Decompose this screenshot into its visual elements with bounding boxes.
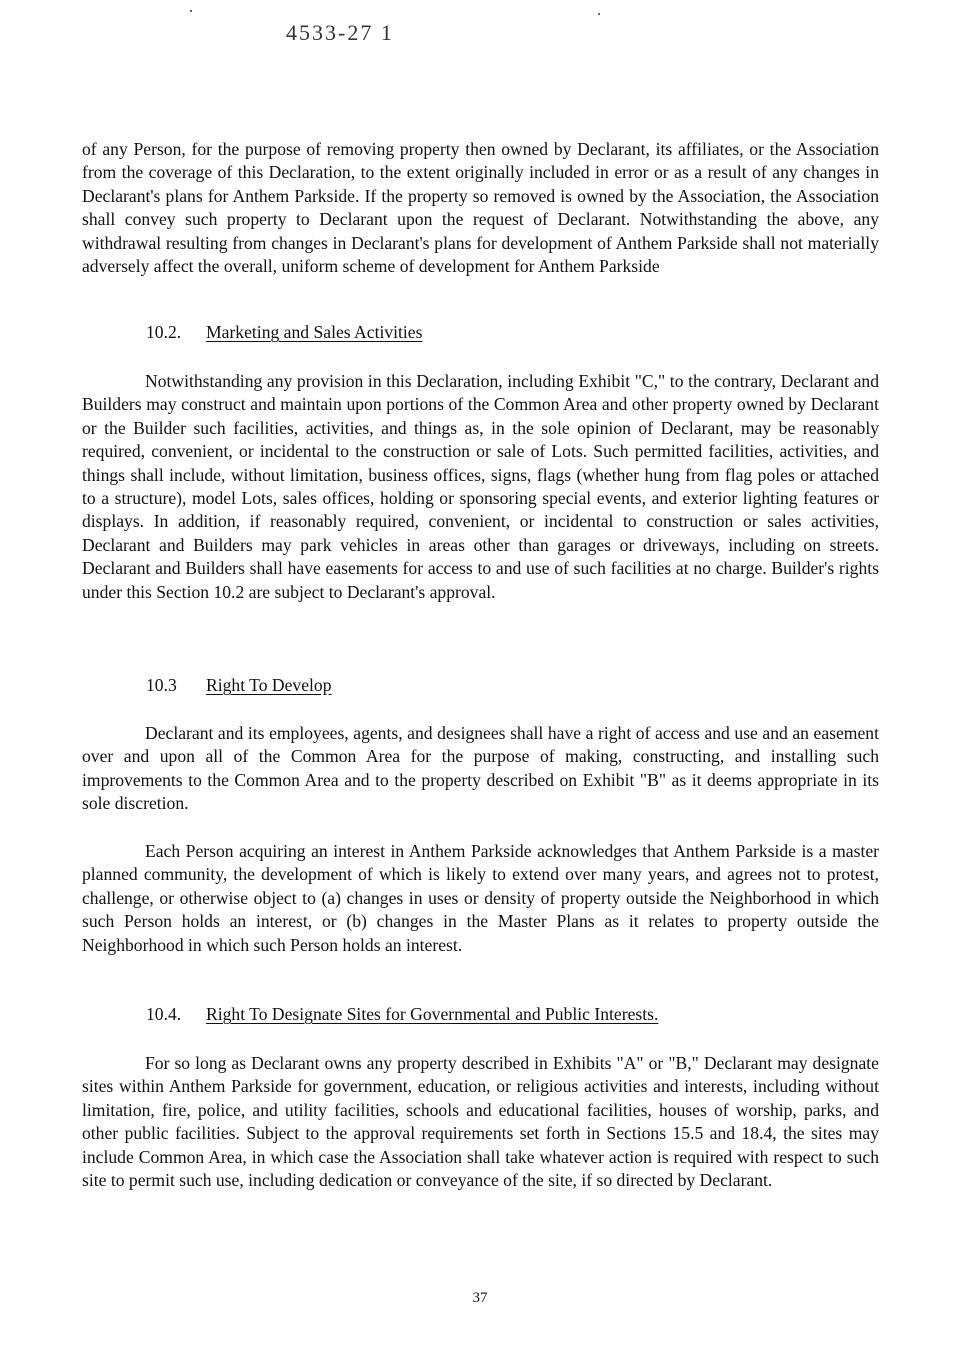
scan-speck <box>598 13 600 15</box>
section-number: 10.4. <box>146 1004 182 1024</box>
section-title: Marketing and Sales Activities <box>206 322 423 342</box>
page-number: 37 <box>472 1290 488 1306</box>
scan-speck <box>190 10 192 12</box>
section-number: 10.3 <box>146 675 177 695</box>
document-stamp: 4533-27 1 <box>286 20 394 45</box>
section-heading-10-4 <box>146 1003 658 1026</box>
section-number: 10.2. <box>146 322 182 342</box>
paragraph-acknowledgment: Each Person acquiring an interest in Anthem Parkside acknowledges that Anthem Parkside is a master planned community, the development of which is likely to extend over many years, and agrees not to protest, challenge, or otherwise object to (a) changes in uses or density of property outside the Neighborhood in which such Person holds an interest, or (b) changes in the Master Plans as it relates to property outside the Neighborhood in which such Person holds an interest. <box>82 841 879 955</box>
section-heading-10-2 <box>146 321 422 344</box>
paragraph-designate-sites: For so long as Declarant owns any property described in Exhibits "A" or "B," Declarant may designate sites within Anthem Parkside for government, education, or religious activities and interests, including without limitation, fire, police, and utility facilities, schools and educational facilities, houses of worship, parks, and other public facilities. Subject to the approval requirements set forth in Sections 15.5 and 18.4, the sites may include Common Area, in which case the Association shall take whatever action is required with respect to such site to permit such use, including dedication or conveyance of the site, if so directed by Declarant. <box>82 1053 879 1191</box>
section-title: Right To Designate Sites for Governmental and Public Interests. <box>206 1004 659 1024</box>
section-heading-10-3 <box>146 674 332 697</box>
paragraph-right-to-develop: Declarant and its employees, agents, and designees shall have a right of access and use and an easement over and upon all of the Common Area for the purpose of making, constructing, and installing such improvements to the Common Area and to the property described on Exhibit "B" as it deems appropriate in its sole discretion. <box>82 723 879 814</box>
paragraph-continuation: of any Person, for the purpose of removing property then owned by Declarant, its affiliates, or the Association from the coverage of this Declaration, to the extent originally included in error or as a result of any changes in Declarant's plans for Anthem Parkside. If the property so removed is owned by the Association, the Association shall convey such property to Declarant upon the request of Declarant. Notwithstanding the above, any withdrawal resulting from changes in Declarant's plans for development of Anthem Parkside shall not materially adversely affect the overall, uniform scheme of development for Anthem Parkside <box>82 139 879 277</box>
section-title: Right To Develop <box>206 675 332 695</box>
paragraph-marketing-sales: Notwithstanding any provision in this Declaration, including Exhibit "C," to the contrary, Declarant and Builders may construct and maintain upon portions of the Common Area and other property owned by Declarant or the Builder such facilities, activities, and things as, in the sole opinion of Declarant, may be reasonably required, convenient, or incidental to the construction or sale of Lots. Such permitted facilities, activities, and things shall include, without limitation, business offices, signs, flags (whether hung from flag poles or attached to a structure), model Lots, sales offices, holding or sponsoring special events, and exterior lighting features or displays. In addition, if reasonably required, convenient, or incidental to construction or sales activities, Declarant and Builders may park vehicles in areas other than garages or driveways, including on streets. Declarant and Builders shall have easements for access to and use of such facilities at no charge. Builder's rights under this Section 10.2 are subject to Declarant's approval. <box>82 371 879 602</box>
